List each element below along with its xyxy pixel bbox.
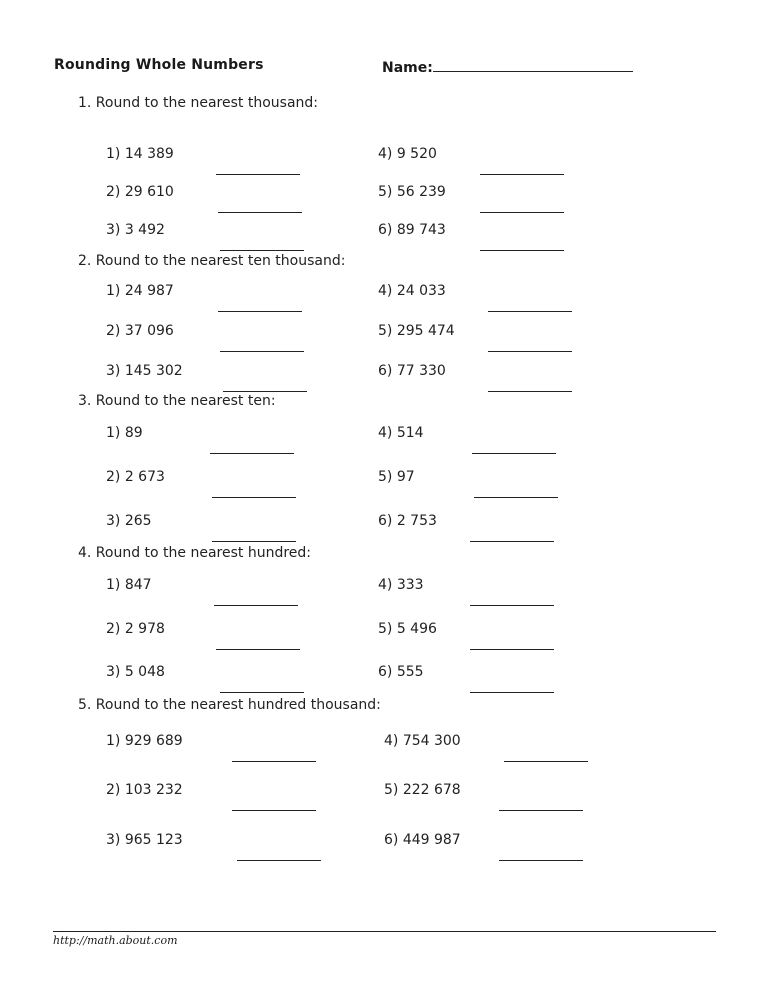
- section-4-item-2: 2) 2 978: [106, 621, 165, 637]
- answer-blank[interactable]: [212, 527, 296, 546]
- answer-blank[interactable]: [218, 198, 302, 217]
- answer-blank[interactable]: [214, 591, 298, 610]
- section-3-heading: 3. Round to the nearest ten:: [78, 393, 276, 409]
- answer-blank[interactable]: [470, 678, 554, 697]
- answer-blank[interactable]: [499, 796, 583, 815]
- section-5-item-2: 2) 103 232: [106, 782, 183, 798]
- section-4-item-6: 6) 555: [378, 664, 424, 680]
- answer-blank[interactable]: [232, 747, 316, 766]
- answer-blank[interactable]: [504, 747, 588, 766]
- section-1-item-5: 5) 56 239: [378, 184, 446, 200]
- section-4-item-5: 5) 5 496: [378, 621, 437, 637]
- answer-blank[interactable]: [499, 846, 583, 865]
- section-4-item-4: 4) 333: [378, 577, 424, 593]
- answer-blank[interactable]: [488, 377, 572, 396]
- section-3-item-4: 4) 514: [378, 425, 424, 441]
- section-5-item-1: 1) 929 689: [106, 733, 183, 749]
- section-3-item-5: 5) 97: [378, 469, 415, 485]
- section-2-item-1: 1) 24 987: [106, 283, 174, 299]
- footer-divider: [53, 931, 716, 932]
- section-4-item-1: 1) 847: [106, 577, 152, 593]
- answer-blank[interactable]: [237, 846, 321, 865]
- answer-blank[interactable]: [232, 796, 316, 815]
- section-4-item-3: 3) 5 048: [106, 664, 165, 680]
- answer-blank[interactable]: [480, 160, 564, 179]
- section-4-heading: 4. Round to the nearest hundred:: [78, 545, 312, 561]
- answer-blank[interactable]: [470, 635, 554, 654]
- section-1-heading: 1. Round to the nearest thousand:: [78, 95, 318, 111]
- name-field[interactable]: [382, 57, 633, 76]
- section-1-item-1: 1) 14 389: [106, 146, 174, 162]
- name-label: Name:: [382, 60, 433, 76]
- section-5-item-5: 5) 222 678: [384, 782, 461, 798]
- footer-url: http://math.about.com: [53, 934, 178, 947]
- section-3-item-6: 6) 2 753: [378, 513, 437, 529]
- answer-blank[interactable]: [216, 635, 300, 654]
- answer-blank[interactable]: [480, 198, 564, 217]
- section-5-item-3: 3) 965 123: [106, 832, 183, 848]
- answer-blank[interactable]: [488, 337, 572, 356]
- section-2-heading: 2. Round to the nearest ten thousand:: [78, 253, 346, 269]
- answer-blank[interactable]: [470, 591, 554, 610]
- section-3-item-3: 3) 265: [106, 513, 152, 529]
- answer-blank[interactable]: [210, 439, 294, 458]
- section-5-heading: 5. Round to the nearest hundred thousand:: [78, 697, 381, 713]
- section-2-item-5: 5) 295 474: [378, 323, 455, 339]
- section-2-item-6: 6) 77 330: [378, 363, 446, 379]
- answer-blank[interactable]: [470, 527, 554, 546]
- section-1-item-4: 4) 9 520: [378, 146, 437, 162]
- section-2-item-3: 3) 145 302: [106, 363, 183, 379]
- section-1-item-6: 6) 89 743: [378, 222, 446, 238]
- section-3-item-1: 1) 89: [106, 425, 143, 441]
- worksheet-title: Rounding Whole Numbers: [54, 57, 264, 73]
- section-3-item-2: 2) 2 673: [106, 469, 165, 485]
- answer-blank[interactable]: [212, 483, 296, 502]
- section-5-item-4: 4) 754 300: [384, 733, 461, 749]
- answer-blank[interactable]: [216, 160, 300, 179]
- answer-blank[interactable]: [480, 236, 564, 255]
- answer-blank[interactable]: [488, 297, 572, 316]
- answer-blank[interactable]: [220, 678, 304, 697]
- section-2-item-4: 4) 24 033: [378, 283, 446, 299]
- name-blank[interactable]: [433, 58, 633, 72]
- answer-blank[interactable]: [220, 337, 304, 356]
- answer-blank[interactable]: [474, 483, 558, 502]
- section-2-item-2: 2) 37 096: [106, 323, 174, 339]
- section-1-item-3: 3) 3 492: [106, 222, 165, 238]
- section-1-item-2: 2) 29 610: [106, 184, 174, 200]
- answer-blank[interactable]: [472, 439, 556, 458]
- section-5-item-6: 6) 449 987: [384, 832, 461, 848]
- answer-blank[interactable]: [218, 297, 302, 316]
